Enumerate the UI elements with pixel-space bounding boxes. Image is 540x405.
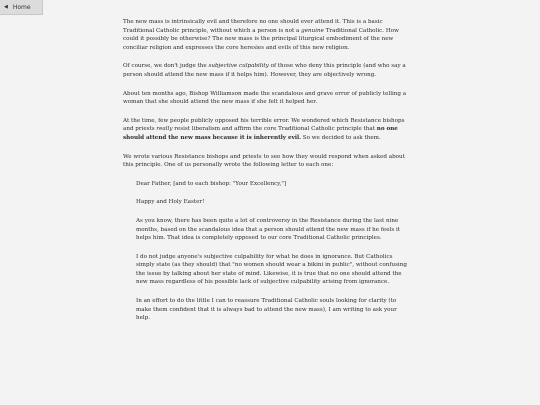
paragraph-williamson: About ten months ago, Bishop Williamson made the scandalous and grave error of publicly telling a woman that she should attend the new mass if she felt it helped her. <box>123 90 407 106</box>
letter-greeting: Happy and Holy Easter! <box>136 199 205 206</box>
home-label: Home <box>12 3 31 11</box>
emphasis-genuine: genuine <box>301 27 324 34</box>
article-body <box>123 18 410 333</box>
letter-paragraph: I do not judge anyone's subjective culpability for what he does in ignorance. But Catholics simply state (as they should) that "no women should wear a bikini in public", without confusing the issue by talking about her state of mind. Likewise, it is true that no one should attend the new mass regardless of his possible lack of subjective culpability arising from ignorance. <box>136 253 407 286</box>
paragraph-culpability: Of course, we don't judge the subjective culpability of those who deny this principle (and who say a person should attend the new mass if it helps him). However, they are objectively wrong. <box>123 63 406 78</box>
emphasis-subjective-culpability: subjective culpability <box>208 63 269 70</box>
bold-principle: no one should attend the new mass because it is inherently evil. <box>123 126 398 141</box>
back-arrow-icon: ◀ <box>4 4 8 10</box>
home-button[interactable] <box>0 0 43 15</box>
emphasis-really: really <box>156 126 173 133</box>
letter-salutation: Dear Father, [and to each bishop: "Your Excellency,"] <box>136 180 287 187</box>
letter-paragraph: As you know, there has been quite a lot of controversy in the Resistance during the last nine months, based on the scandalous idea that a person should attend the new mass if he feels it helps him. That idea is completely opposed to our core Traditional Catholic principles. <box>136 217 401 242</box>
letter-paragraph: In an effort to do the little I can to reassure Traditional Catholic souls looking for clarity (to make them confident that it is always bad to attend the new mass), I am writing to ask your help. <box>136 298 397 322</box>
paragraph-letter-intro: We wrote various Resistance bishops and priests to see how they would respond when asked about this principle. One of us personally wrote the following letter to each one: <box>123 153 405 169</box>
paragraph-opposition: At the time, few people publicly opposed his terrible error. We wondered which Resistance bishops and priests really resist liberalism and affirm the core Traditional Catholic principle that no one should attend the new mass because it is inherently evil. So we decided to ask them. <box>123 117 405 141</box>
paragraph-intro: The new mass is intrinsically evil and therefore no one should ever attend it. This is a basic Traditional Catholic principle, without which a person is not a genuine Traditional Catholic. How could it possibly be otherwise? The new mass is the principal liturgical embodiment of the new conciliar religion and expresses the core heresies and evils of this new religion. <box>123 19 399 51</box>
